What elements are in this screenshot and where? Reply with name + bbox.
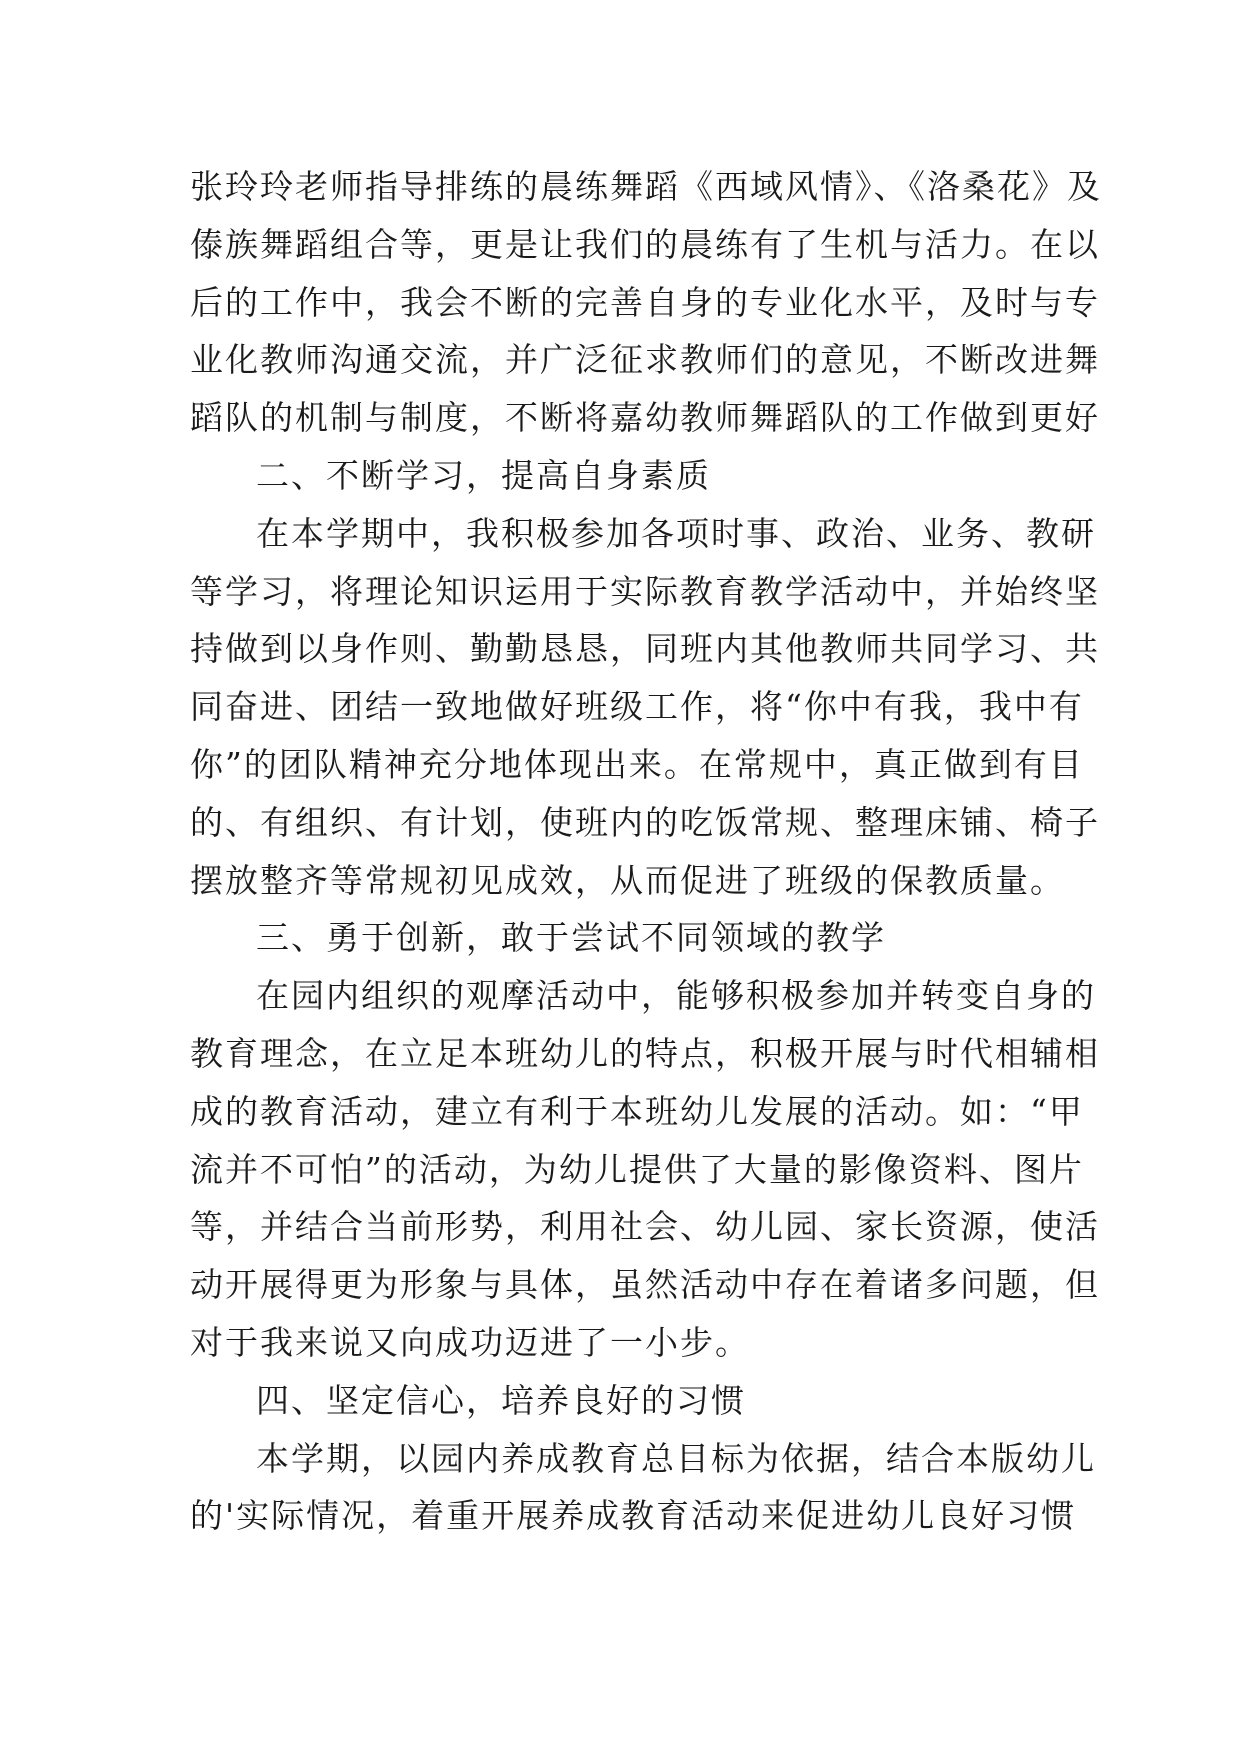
text-line: 同奋进、团结一致地做好班级工作，将“你中有我，我中有: [190, 687, 1084, 727]
text-line: 成的教育活动，建立有利于本班幼儿发展的活动。如：“甲: [190, 1091, 1084, 1131]
text-line: 的、有组织、有计划，使班内的吃饭常规、整理床铺、椅子: [190, 802, 1100, 842]
text-line: 教育理念，在立足本班幼儿的特点，积极开展与时代相辅相: [190, 1033, 1100, 1073]
text-line: 等学习，将理论知识运用于实际教育教学活动中，并始终坚: [190, 571, 1100, 611]
text-line: 业化教师沟通交流，并广泛征求教师们的意见，不断改进舞: [190, 340, 1100, 380]
text-line: 流并不可怕”的活动，为幼儿提供了大量的影像资料、图片: [190, 1149, 1084, 1189]
text-line: 的'实际情况，着重开展养成教育活动来促进幼儿良好习惯: [190, 1496, 1077, 1536]
heading-text: 三、勇于创新，敢于尝试不同领域的教学: [256, 918, 886, 958]
text-line: 摆放整齐等常规初见成效，从而促进了班级的保教质量。: [190, 860, 1065, 900]
text-line: 对于我来说又向成功迈进了一小步。: [190, 1322, 750, 1362]
text-line: 持做到以身作则、勤勤恳恳，同班内其他教师共同学习、共: [190, 629, 1100, 669]
heading-text: 二、不断学习，提高自身素质: [256, 455, 711, 495]
text-line: 傣族舞蹈组合等，更是让我们的晨练有了生机与活力。在以: [190, 224, 1100, 264]
text-line: 在园内组织的观摩活动中，能够积极参加并转变自身的: [256, 976, 1096, 1016]
text-line: 本学期，以园内养成教育总目标为依据，结合本版幼儿: [256, 1438, 1096, 1478]
section-heading: [190, 1372, 1052, 1430]
paragraph: [190, 967, 1100, 1372]
paragraph: [190, 505, 1100, 910]
text-line: 等，并结合当前形势，利用社会、幼儿园、家长资源，使活: [190, 1207, 1100, 1247]
text-line: 在本学期中，我积极参加各项时事、政治、业务、教研: [256, 513, 1096, 553]
section-heading: [190, 909, 1052, 967]
text-line: 你”的团队精神充分地体现出来。在常规中，真正做到有目: [190, 744, 1084, 784]
document-body: [190, 158, 1102, 1545]
paragraph: [190, 1430, 1096, 1546]
text-line: 张玲玲老师指导排练的晨练舞蹈《西域风情》、《洛桑花》及: [190, 167, 1102, 206]
heading-text: 四、坚定信心，培养良好的习惯: [256, 1380, 746, 1420]
section-heading: [190, 447, 1052, 505]
text-line: 后的工作中，我会不断的完善自身的专业化水平，及时与专: [190, 282, 1100, 322]
paragraph: [190, 158, 1102, 447]
text-line: 蹈队的机制与制度，不断将嘉幼教师舞蹈队的工作做到更好: [190, 398, 1100, 438]
text-line: 动开展得更为形象与具体，虽然活动中存在着诸多问题，但: [190, 1265, 1100, 1305]
